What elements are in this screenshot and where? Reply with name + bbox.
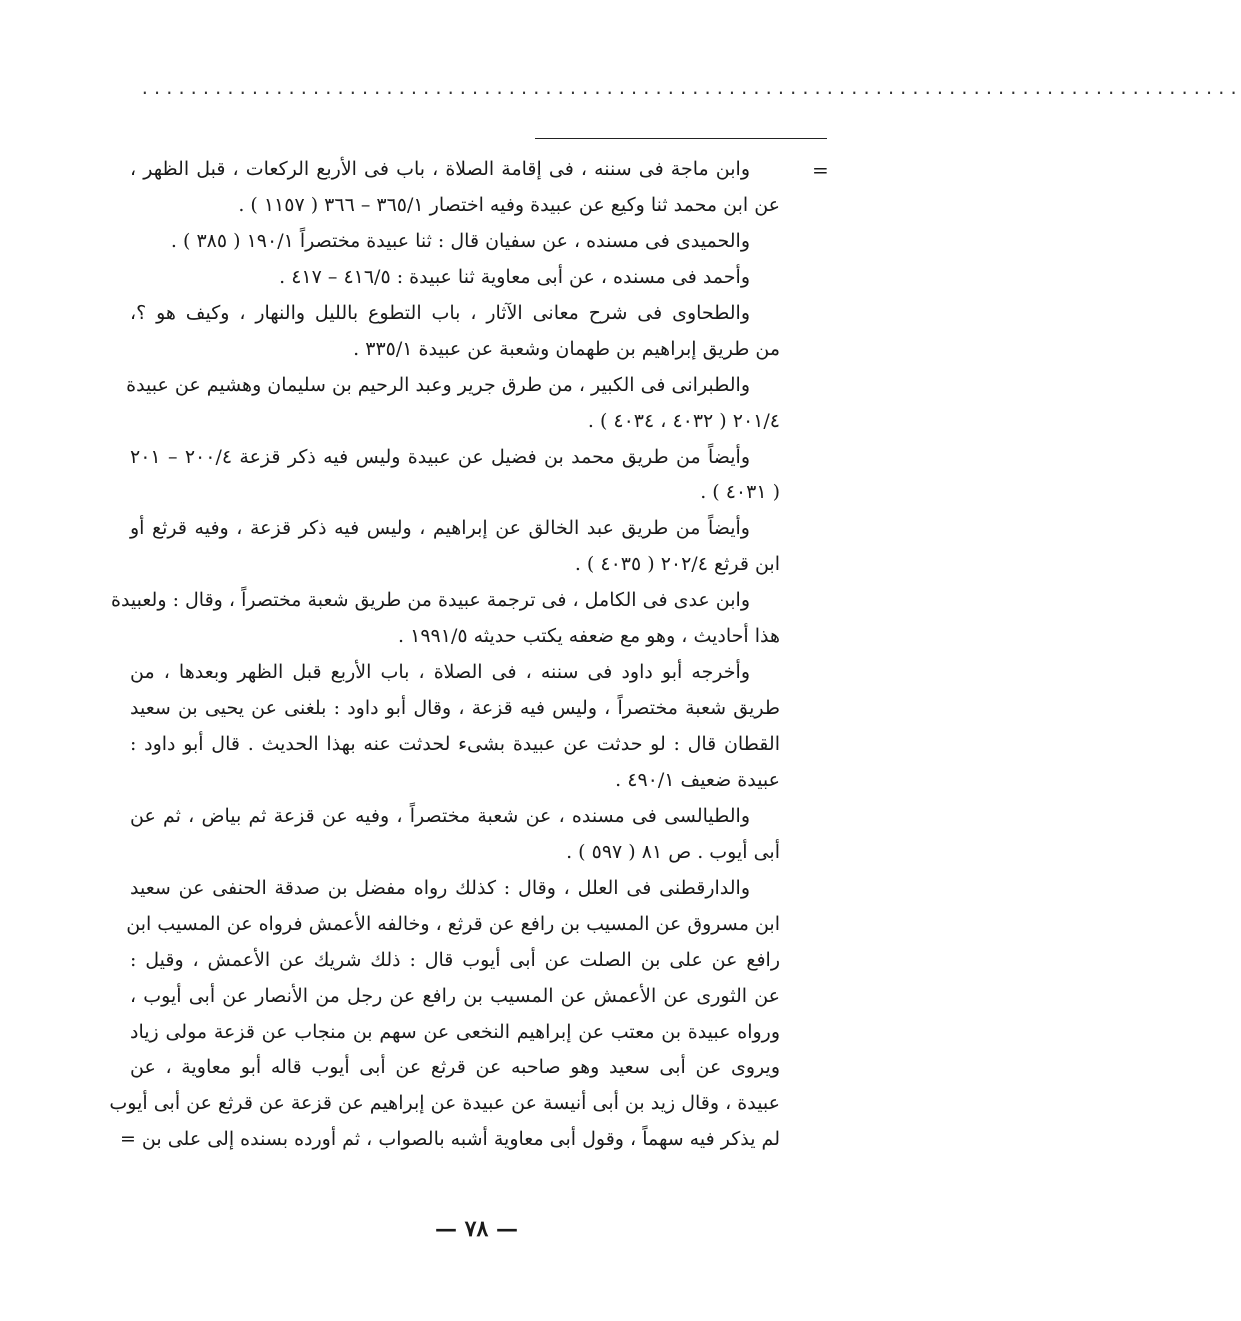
text-line: عبيدة ، وقال زيد بن أبى أنيسة عن عبيدة عن إبراهيم عن قزعة عن قرثع عن أبى أيوب bbox=[109, 1092, 780, 1115]
text-line: هذا أحاديث ، وهو مع ضعفه يكتب حديثه ١٩٩١/٥ . bbox=[398, 625, 780, 648]
text-line: والطحاوى فى شرح معانى الآثار ، باب التطوع بالليل والنهار ، وكيف هو ؟، bbox=[130, 301, 750, 324]
continuation-mark: = bbox=[812, 158, 829, 182]
text-line: القطان قال : لو حدثت عن عبيدة بشىء لحدثت عنه بهذا الحديث . قال أبو داود : bbox=[130, 733, 780, 755]
text-line: وأحمد فى مسنده ، عن أبى معاوية ثنا عبيدة : ٤١٦/٥ – ٤١٧ . bbox=[279, 265, 750, 288]
text-line: وأخرجه أبو داود فى سننه ، فى الصلاة ، باب الأربع قبل الظهر وبعدها ، من bbox=[130, 661, 750, 684]
footnote-separator-line bbox=[535, 138, 827, 139]
text-line: والدارقطنى فى العلل ، وقال : كذلك رواه مفضل بن صدقة الحنفى عن سعيد bbox=[130, 876, 750, 899]
text-line: ابن قرثع ٢٠٢/٤ ( ٤٠٣٥ ) . bbox=[574, 553, 780, 576]
text-line: من طريق إبراهيم بن طهمان وشعبة عن عبيدة ٣٣٥/١ . bbox=[353, 337, 780, 360]
text-line: وأيضاً من طريق محمد بن فضيل عن عبيدة وليس فيه ذكر قزعة ٢٠٠/٤ – ٢٠١ bbox=[130, 445, 750, 468]
text-line: ويروى عن أبى سعيد وهو صاحبه عن قرثع عن أبى أيوب قاله أبو معاوية ، عن bbox=[130, 1056, 780, 1079]
text-line: طريق شعبة مختصراً ، وليس فيه قزعة ، وقال أبو داود : بلغنى عن يحيى بن سعيد bbox=[130, 697, 780, 720]
header-dotted-rule: .......................................................................................... bbox=[140, 79, 1241, 98]
text-line: ٢٠١/٤ ( ٤٠٣٢ ، ٤٠٣٤ ) . bbox=[587, 409, 780, 432]
text-line: ورواه عبيدة بن معتب عن إبراهيم النخعى عن سهم بن منجاب عن قزعة مولى زياد bbox=[130, 1020, 780, 1043]
text-line: والطبرانى فى الكبير ، من طرق جرير وعبد الرحيم بن سليمان وهشيم عن عبيدة bbox=[126, 373, 750, 396]
text-line: والطيالسى فى مسنده ، عن شعبة مختصراً ، وفيه عن قزعة ثم بياض ، ثم عن bbox=[130, 804, 750, 827]
text-line: ( ٤٠٣١ ) . bbox=[700, 481, 780, 504]
text-line: رافع عن على بن الصلت عن أبى أيوب قال : ذلك شريك عن الأعمش ، وقيل : bbox=[130, 948, 780, 971]
page-number: — ٧٨ — bbox=[435, 1216, 518, 1242]
text-line: لم يذكر فيه سهماً ، وقول أبى معاوية أشبه بالصواب ، ثم أورده بسنده إلى على بن = bbox=[119, 1128, 780, 1151]
text-line: عن الثورى عن الأعمش عن المسيب بن رافع عن رجل من الأنصار عن أبى أيوب ، bbox=[130, 984, 780, 1007]
text-line: وابن ماجة فى سننه ، فى إقامة الصلاة ، باب فى الأربع الركعات ، قبل الظهر ، bbox=[130, 158, 750, 180]
text-line: والحميدى فى مسنده ، عن سفيان قال : ثنا عبيدة مختصراً ١٩٠/١ ( ٣٨٥ ) . bbox=[170, 229, 750, 252]
text-line: عن ابن محمد ثنا وكيع عن عبيدة وفيه اختصار ٣٦٥/١ – ٣٦٦ ( ١١٥٧ ) . bbox=[238, 193, 780, 216]
footnote-text-block bbox=[109, 152, 780, 1158]
text-line: وابن عدى فى الكامل ، فى ترجمة عبيدة من طريق شعبة مختصراً ، وقال : ولعبيدة bbox=[111, 589, 750, 612]
text-line: أبى أيوب . ص ٨١ ( ٥٩٧ ) . bbox=[566, 840, 780, 863]
text-line: ابن مسروق عن المسيب بن رافع عن قرثع ، وخالفه الأعمش فرواه عن المسيب ابن bbox=[126, 912, 780, 935]
text-line: وأيضاً من طريق عبد الخالق عن إبراهيم ، وليس فيه ذكر قزعة ، وفيه قرثع أو bbox=[130, 517, 750, 540]
text-line: عبيدة ضعيف ٤٩٠/١ . bbox=[615, 768, 780, 791]
